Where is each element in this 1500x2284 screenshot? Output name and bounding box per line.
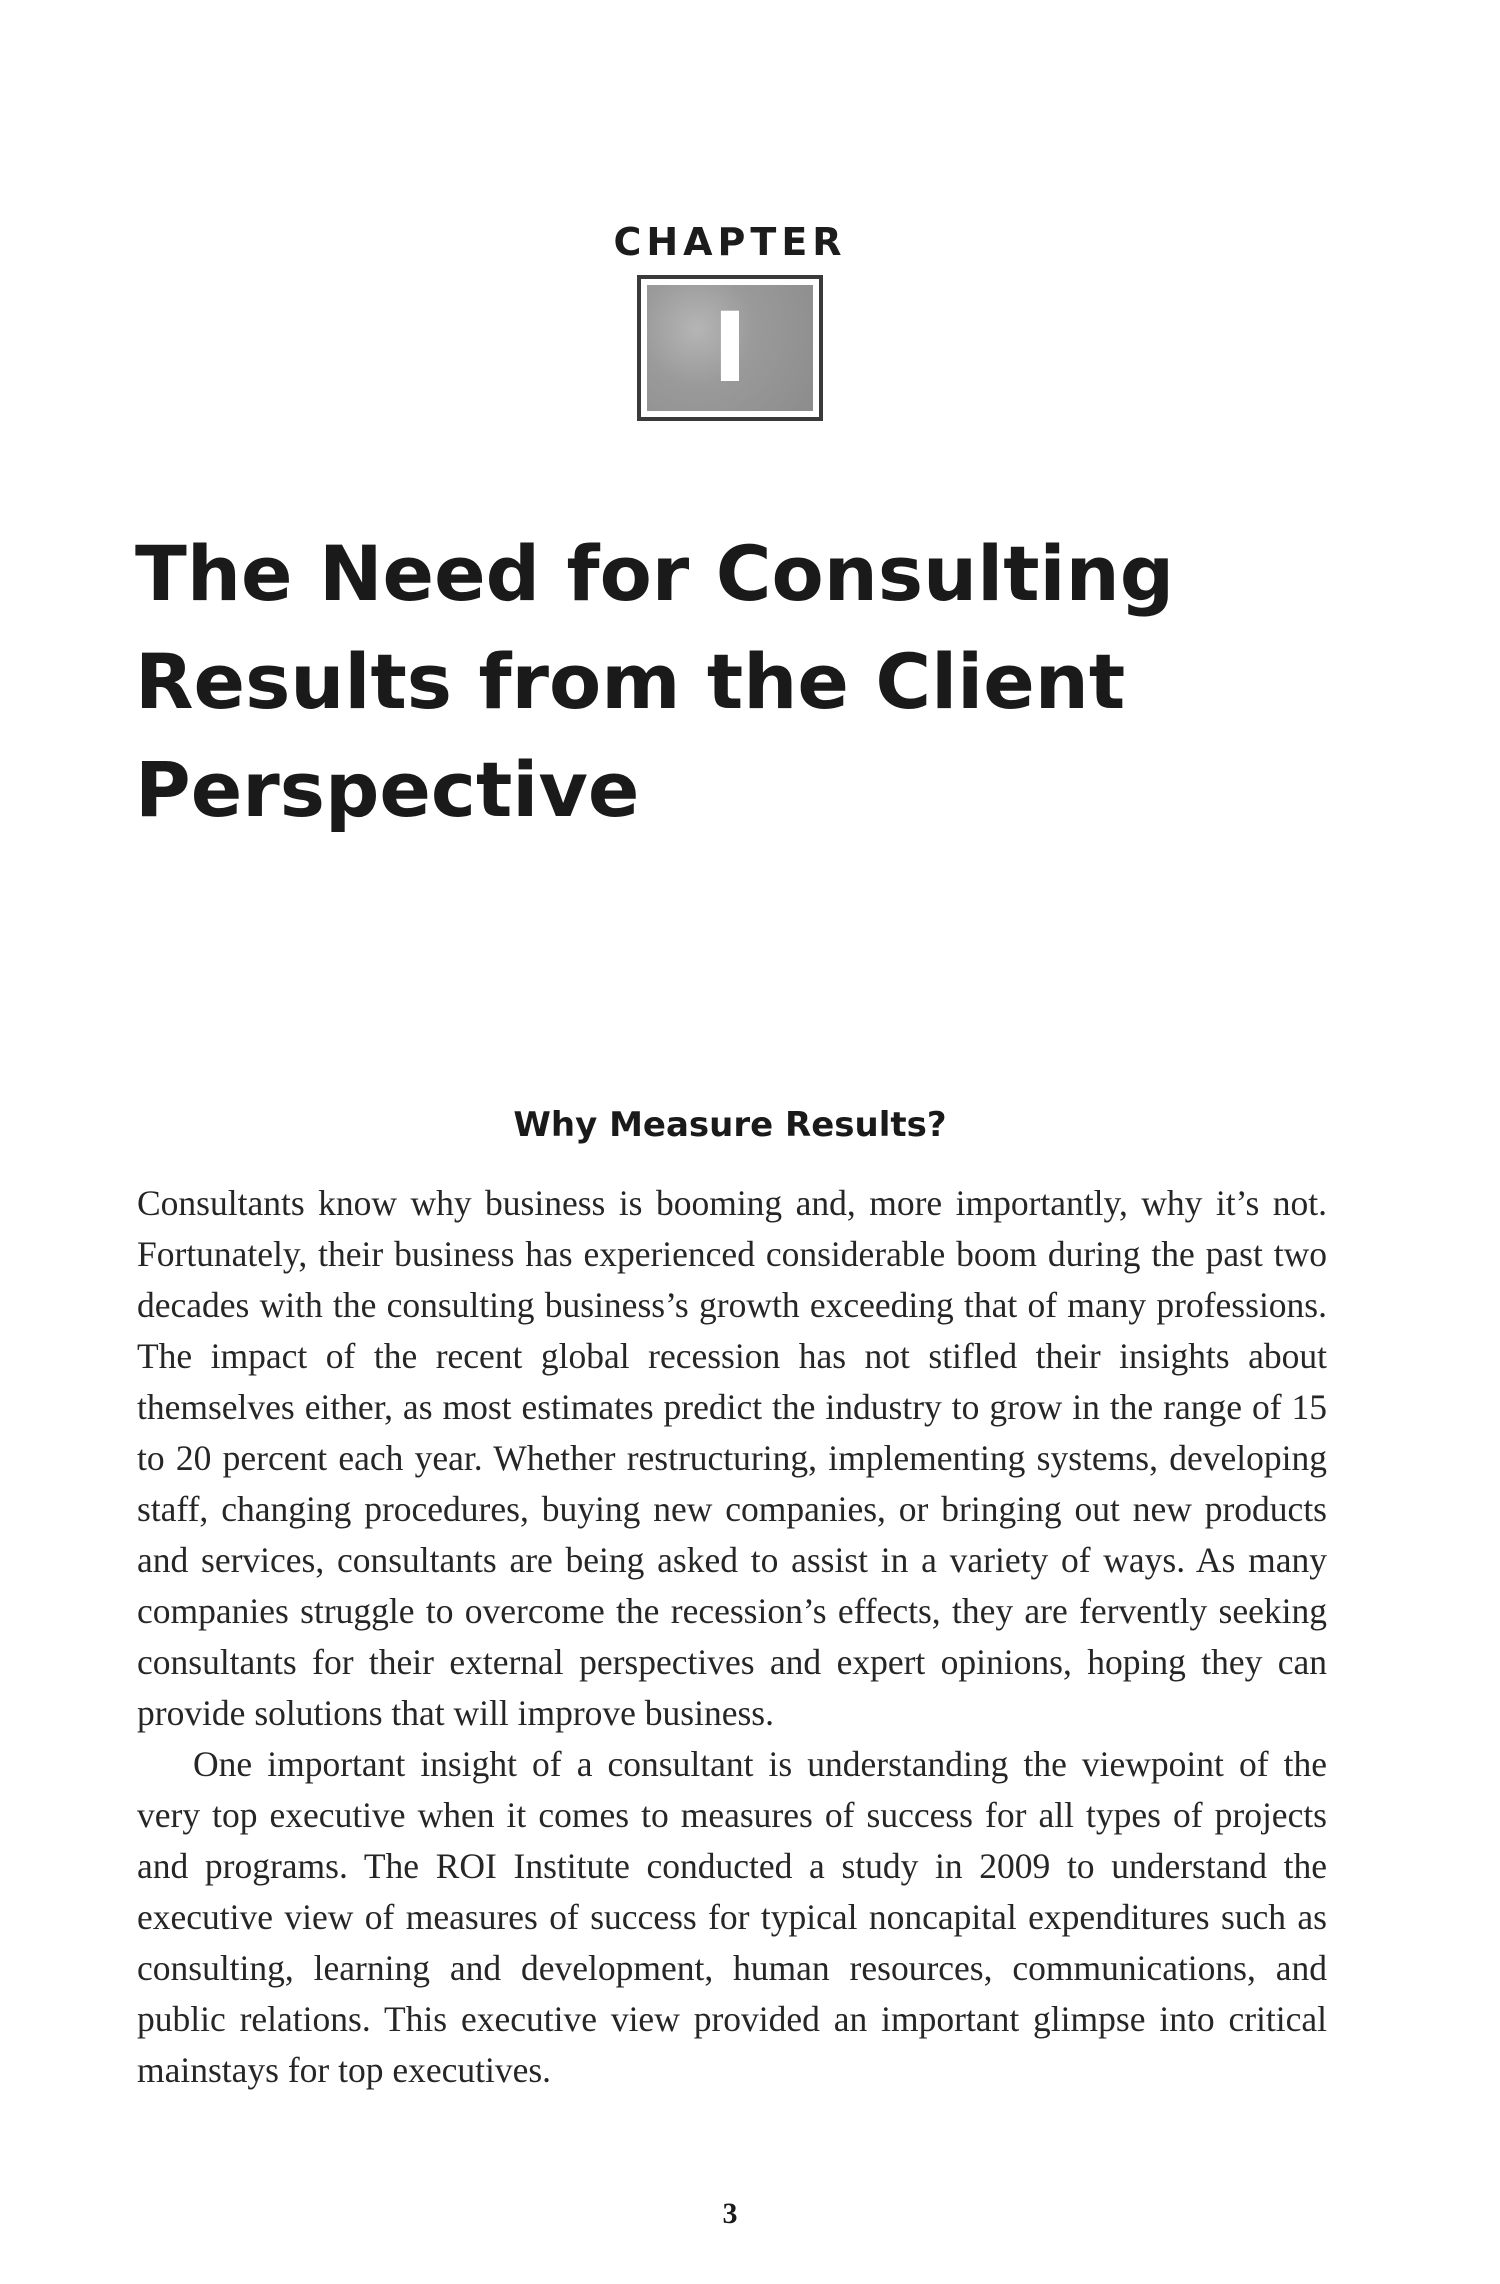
chapter-number-box [637,275,823,421]
chapter-label: CHAPTER [613,220,847,264]
chapter-title-line-1: The Need for Consulting [135,529,1175,618]
paragraph: Consultants know why business is booming and, more importantly, why it’s not. Fortunately, their business has experienced considerable boom during the past two decades with the consulting business’s growth exceeding that of many professions. The impact of the recent global recession has not stifled their insights about themselves either, as most estimates predict the industry to grow in the range of 15 to 20 percent each year. Whether restructuring, implementing systems, developing staff, changing procedures, buying new companies, or bringing out new products and services, consultants are being asked to assist in a variety of ways. As many companies struggle to overcome the recession’s effects, they are fervently seeking consultants for their external perspectives and expert opinions, hoping they can provide solutions that will improve business. [137,1183,1327,1733]
chapter-number-background [647,285,813,411]
chapter-title-line-3: Perspective [135,745,640,834]
chapter-title-line-2: Results from the Client [135,637,1126,726]
chapter-number: I [712,292,748,404]
paragraph: One important insight of a consultant is understanding the viewpoint of the very top executive when it comes to measures of success for all types of projects and programs. The ROI Institute conducted a study in 2009 to understand the executive view of measures of success for typical noncapital expenditures such as consulting, learning and development, human resources, communications, and public relations. This executive view provided an important glimpse into critical mainstays for top executives. [137,1744,1327,2090]
chapter-title [135,520,1335,844]
body-text [137,1178,1327,2096]
page-number: 3 [722,2197,738,2230]
section-heading: Why Measure Results? [513,1105,947,1145]
